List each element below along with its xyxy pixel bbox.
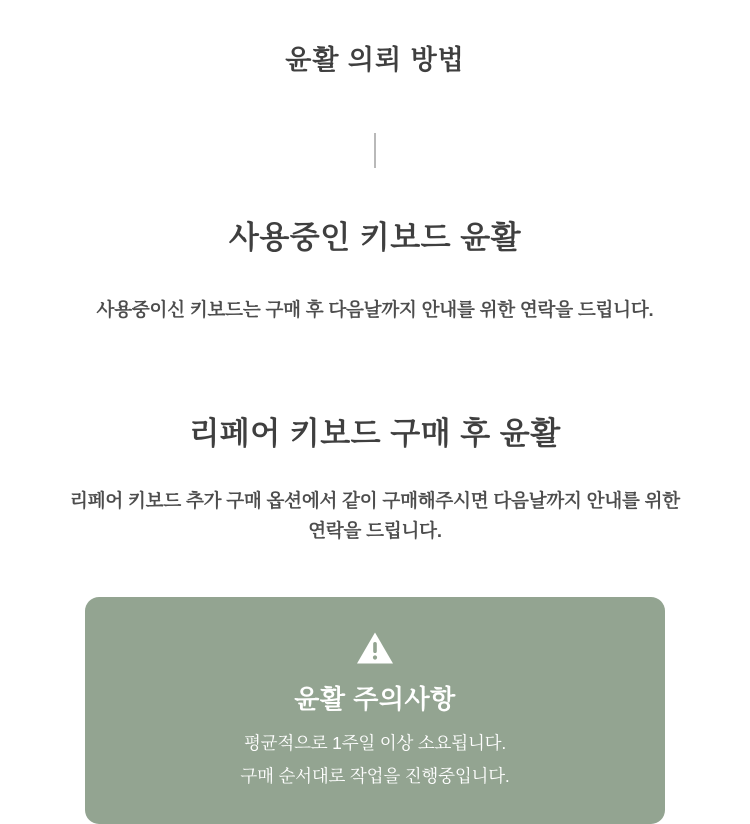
vertical-divider — [374, 133, 376, 168]
notice-line: 구매 순서대로 작업을 진행중입니다. — [240, 765, 510, 786]
notice-line: 평균적으로 1주일 이상 소요됩니다. — [243, 732, 507, 753]
section-current-keyboard — [0, 168, 750, 326]
section-description: 리페어 키보드 추가 구매 옵션에서 같이 구매해주시면 다음날까지 안내를 위한 연락을 드립니다. — [70, 489, 680, 542]
notice-card — [85, 597, 665, 824]
notice-title: 윤활 주의사항 — [294, 683, 456, 714]
section-description: 사용중이신 키보드는 구매 후 다음날까지 안내를 위한 연락을 드립니다. — [96, 299, 654, 321]
section-title: 리페어 키보드 구매 후 윤활 — [189, 415, 561, 451]
section-repair-keyboard — [0, 408, 750, 547]
section-title: 사용중인 키보드 윤활 — [228, 220, 522, 256]
page-title: 윤활 의뢰 방법 — [285, 45, 465, 75]
warning-triangle-icon — [356, 631, 394, 665]
